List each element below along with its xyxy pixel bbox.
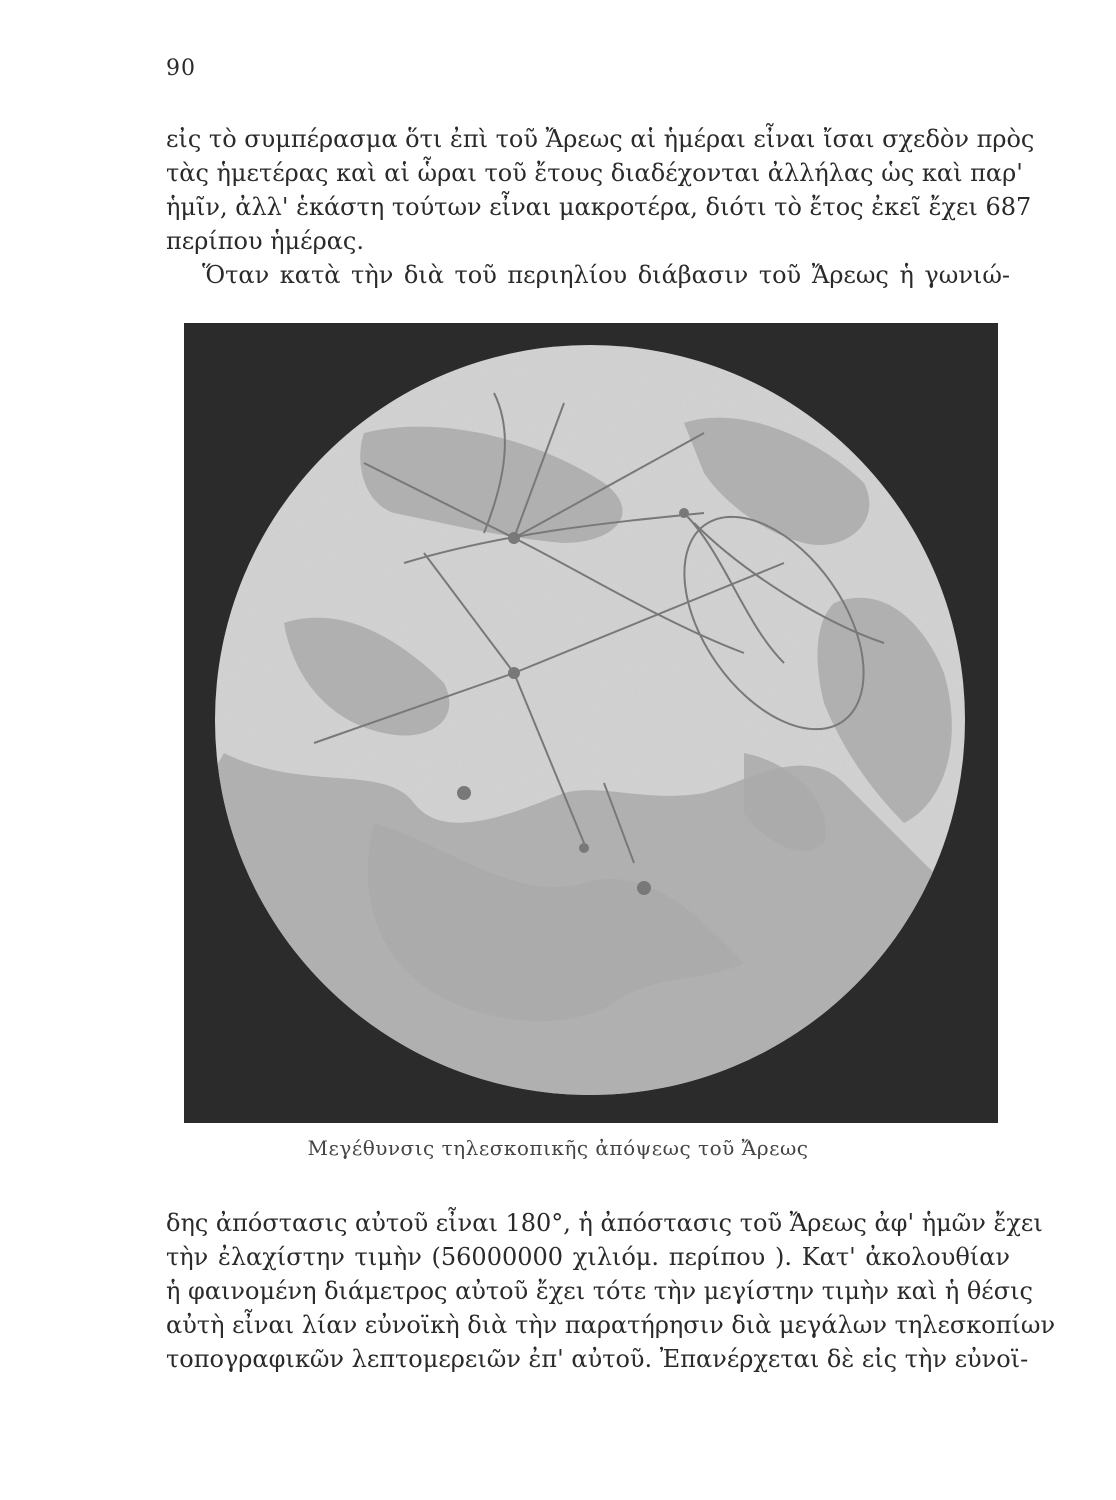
mars-telescope-figure [184, 323, 998, 1123]
text-line: αὐτὴ εἶναι λίαν εὐνοϊκὴ διὰ τὴν παρατήρησιν διὰ μεγάλων τηλεσκοπίων [166, 1311, 1056, 1339]
text-line: ἡμῖν, ἀλλ' ἑκάστη τούτων εἶναι μακροτέρα, διότι τὸ ἔτος ἐκεῖ ἔχει 687 [166, 193, 1032, 221]
text-line: τὰς ἡμετέρας καὶ αἱ ὧραι τοῦ ἔτους διαδέχονται ἀλλήλας ὡς καὶ παρ' [166, 159, 1023, 187]
page-number: 90 [166, 56, 196, 81]
text-line: περίπου ἡμέρας. [166, 227, 364, 255]
text-line: δης ἀπόστασις αὐτοῦ εἶναι 180°, ἡ ἀπόστασις τοῦ Ἄρεως ἀφ' ἡμῶν ἔχει [166, 1209, 1043, 1237]
paragraph-top [166, 122, 1035, 292]
mars-disc-illustration [184, 323, 998, 1123]
text-line: ἡ φαινομένη διάμετρος αὐτοῦ ἔχει τότε τὴν μεγίστην τιμὴν καὶ ἡ θέσις [166, 1277, 1033, 1305]
text-line: Ὅταν κατὰ τὴν διὰ τοῦ περιηλίου διάβασιν τοῦ Ἄρεως ἡ γωνιώ- [202, 261, 1010, 289]
grain-texture [215, 345, 965, 1095]
figure-caption: Μεγέθυνσις τηλεσκοπικῆς ἀπόψεως τοῦ Ἄρεως [307, 1136, 809, 1160]
text-line: τοπογραφικῶν λεπτομερειῶν ἐπ' αὐτοῦ. Ἐπανέρχεται δὲ εἰς τὴν εὐνοϊ- [166, 1345, 1029, 1373]
text-line: εἰς τὸ συμπέρασμα ὅτι ἐπὶ τοῦ Ἄρεως αἱ ἡμέραι εἶναι ἴσαι σχεδὸν πρὸς [166, 125, 1035, 153]
paragraph-bottom [166, 1206, 1056, 1376]
text-line: τὴν ἐλαχίστην τιμὴν (56000000 χιλιόμ. περίπου ). Κατ' ἀκολουθίαν [166, 1243, 1010, 1271]
